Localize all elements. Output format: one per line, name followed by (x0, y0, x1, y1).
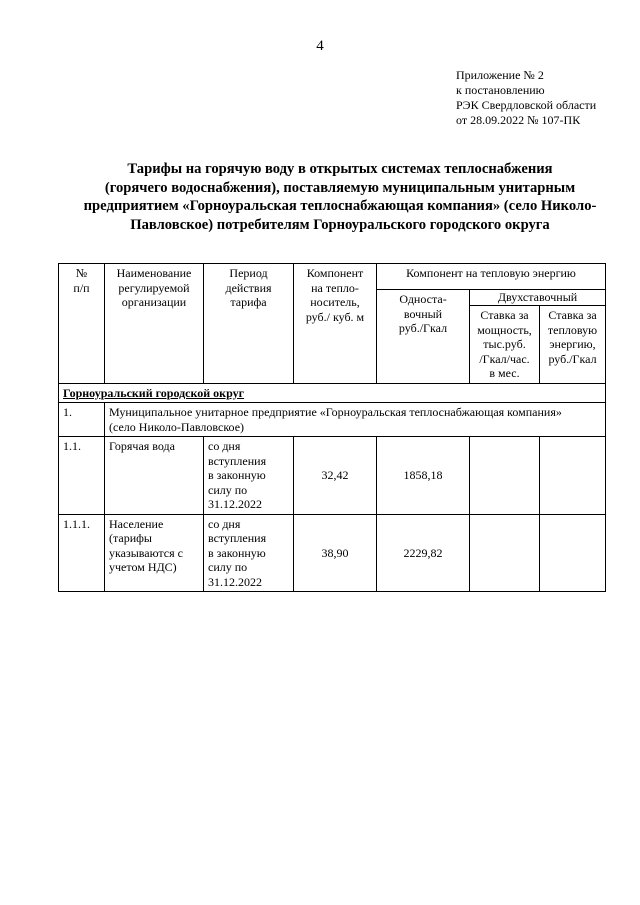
cell-line: Население (109, 516, 164, 531)
row-name (105, 437, 204, 515)
title-line: Павловское) потребителям Горноуральского городского округа (130, 216, 550, 233)
cell-line: руб./Гкал (398, 321, 448, 335)
appendix-line: к постановлению (456, 83, 545, 97)
cell-line: силу по (208, 482, 248, 497)
cell-line: 31.12.2022 (208, 574, 262, 589)
header-single-rate (377, 290, 470, 384)
row-capacity-rate (470, 437, 540, 515)
cell-line: Период (229, 266, 268, 280)
cell-line: Односта- (399, 292, 447, 306)
cell-line: указываются с (109, 545, 183, 560)
cell-line: со дня (208, 439, 241, 453)
row-capacity-rate (470, 514, 540, 592)
appendix-line: Приложение № 2 (456, 68, 544, 82)
document-title (70, 160, 610, 234)
row-energy-rate (540, 437, 606, 515)
header-energy-rate (540, 306, 606, 384)
cell-line: тепловую (547, 322, 598, 337)
cell-line: /Гкал/час. (479, 351, 530, 366)
cell-line: вступления (208, 453, 267, 468)
header-two-rate: Двухставочный (470, 290, 606, 306)
appendix-line: РЭК Свердловской области (456, 98, 597, 112)
appendix-line: от 28.09.2022 № 107-ПК (456, 113, 581, 127)
row-num: 1.1. (59, 437, 105, 515)
cell-line: руб./ куб. м (305, 309, 365, 324)
cell-line: энергию, (549, 337, 596, 351)
title-line: Тарифы на горячую воду в открытых системах теплоснабжения (127, 161, 553, 177)
cell-line: Горячая вода (109, 439, 175, 453)
cell-line: в законную (208, 545, 266, 560)
tariff-table (58, 263, 606, 592)
header-energy-component: Компонент на тепловую энергию (377, 264, 606, 290)
header-organization (105, 264, 204, 384)
cell-line: Ставка за (548, 308, 597, 322)
cell-line: 31.12.2022 (208, 497, 262, 511)
cell-line: вступления (208, 531, 267, 545)
title-line: предприятием «Горноуральская теплоснабжающая компания» (село Николо- (83, 198, 597, 214)
table-row (59, 437, 606, 515)
cell-line: регулируемой (118, 280, 190, 295)
cell-line: со дня (208, 516, 241, 531)
cell-line: Ставка за (480, 308, 529, 322)
title-line: (горячего водоснабжения), поставляемую муниципальным унитарным (104, 179, 576, 196)
org-row-num: 1. (59, 403, 105, 437)
cell-line: носитель, (310, 295, 360, 309)
region-name: Горноуральский городской округ (59, 383, 606, 403)
table-row (59, 514, 606, 592)
cell-line: в мес. (489, 366, 520, 380)
row-single-rate: 2229,82 (377, 514, 470, 592)
row-carrier: 38,90 (294, 514, 377, 592)
row-period (204, 514, 294, 592)
cell-line: мощность, (477, 322, 532, 337)
header-period (204, 264, 294, 384)
header-capacity-rate (470, 306, 540, 384)
row-num: 1.1.1. (59, 514, 105, 592)
cell-line: вочный (403, 306, 443, 321)
row-carrier: 32,42 (294, 437, 377, 515)
cell-line: тарифа (230, 295, 267, 309)
org-name-line: Муниципальное унитарное предприятие «Горноуральская теплоснабжающая компания» (109, 405, 562, 419)
cell-line: действия (225, 280, 272, 295)
cell-line: руб./Гкал (548, 351, 597, 366)
appendix-block (456, 68, 596, 128)
header-num (59, 264, 105, 384)
cell-line: Наименование (116, 266, 192, 280)
cell-line: п/п (73, 280, 90, 295)
cell-line: тыс.руб. (483, 337, 526, 351)
row-energy-rate (540, 514, 606, 592)
cell-line: учетом НДС) (109, 560, 177, 574)
cell-line: силу по (208, 560, 248, 574)
cell-line: № (75, 266, 88, 280)
org-name-line: (село Николо-Павловское) (109, 419, 245, 434)
cell-line: в законную (208, 468, 266, 482)
row-name (105, 514, 204, 592)
cell-line: (тарифы (109, 531, 152, 545)
header-carrier-component (294, 264, 377, 384)
row-period (204, 437, 294, 515)
cell-line: на тепло- (311, 280, 359, 295)
cell-line: Компонент (306, 266, 364, 280)
page-number: 4 (316, 38, 324, 54)
row-single-rate: 1858,18 (377, 437, 470, 515)
org-row-name (105, 403, 606, 437)
cell-line: организации (121, 295, 187, 309)
